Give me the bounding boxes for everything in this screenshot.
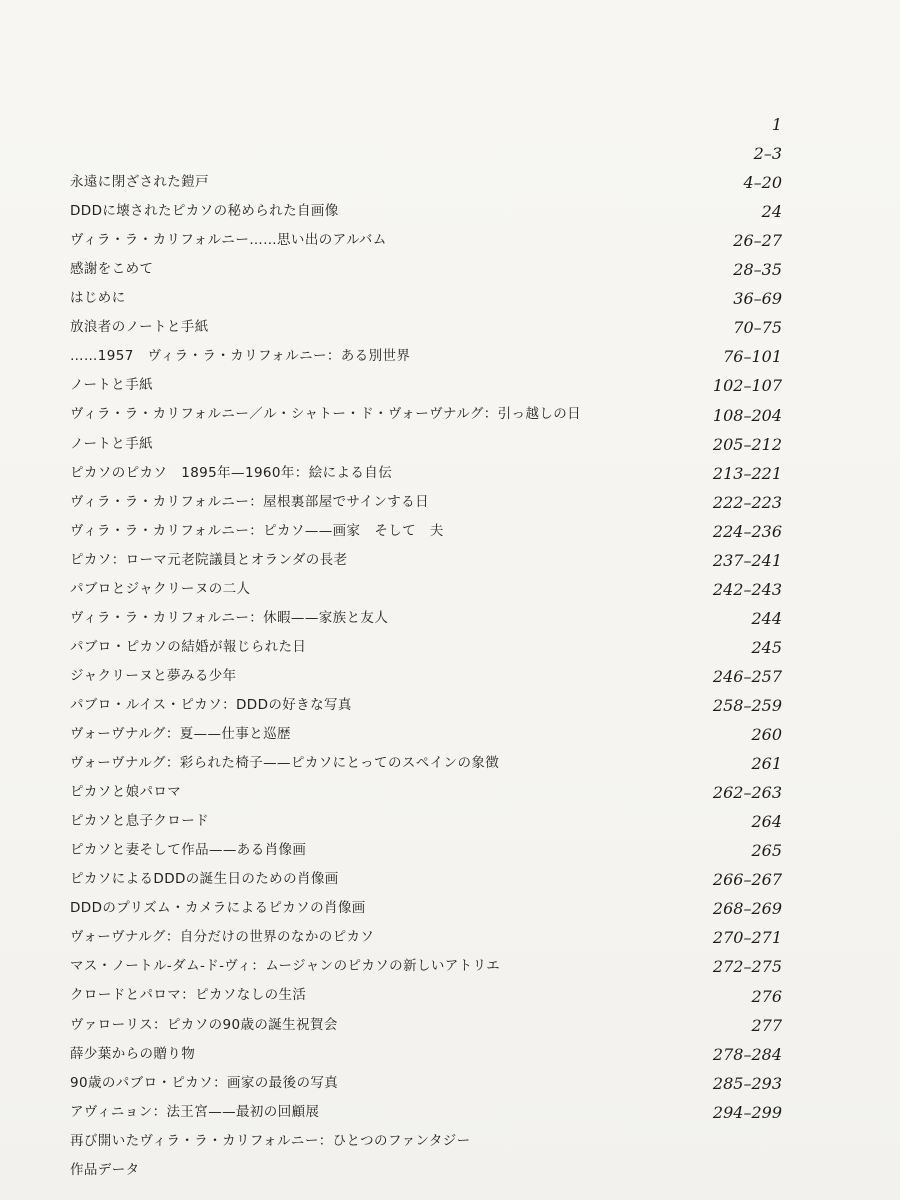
- toc-entry-title: 90歳のパブロ・ピカソ：画家の最後の写真: [70, 1074, 339, 1091]
- toc-entry-pages: 237–241: [712, 550, 782, 570]
- toc-entry-pages: 278–284: [712, 1044, 782, 1064]
- toc-entry-title: ノートと手紙: [70, 377, 153, 394]
- toc-entry-title: ……1957 ヴィラ・ラ・カリフォルニー：ある別世界: [70, 348, 411, 365]
- toc-entry-title: パブロ・ルイス・ピカソ：DDDの好きな写真: [70, 696, 352, 713]
- toc-entry-title: ヴォーヴナルグ：彩られた椅子——ピカソにとってのスペインの象徴: [70, 755, 500, 772]
- toc-entry-pages: 246–257: [712, 666, 782, 686]
- toc-entry-pages: 102–107: [712, 376, 782, 396]
- toc-entry-title: ヴォーヴナルグ：夏——仕事と巡歴: [70, 726, 291, 742]
- toc-entry-title: ノートと手紙: [70, 435, 153, 452]
- toc-entry-title: ピカソのピカソ 1895年—1960年：絵による自伝: [70, 464, 393, 481]
- toc-entry-title: ピカソと妻そして作品——ある肖像画: [70, 842, 307, 859]
- toc-entry-title: クロードとパロマ：ピカソなしの生活: [70, 987, 307, 1004]
- toc-entry-pages: 36–69: [733, 289, 782, 309]
- toc-entry-pages: 276: [751, 986, 782, 1006]
- toc-entry-title: パブロとジャクリーヌの二人: [70, 580, 251, 597]
- toc-entry-title: 放浪者のノートと手紙: [70, 319, 209, 336]
- toc-entry-title: ピカソと娘パロマ: [70, 784, 182, 801]
- toc-entry-pages: 4–20: [743, 173, 782, 193]
- toc-entry-title: ジャクリーヌと夢みる少年: [70, 667, 237, 684]
- toc-entry-title: ピカソと息子クロード: [70, 813, 209, 830]
- toc-entry-pages: 258–259: [712, 696, 782, 715]
- toc-entry-title: 感謝をこめて: [70, 261, 154, 278]
- toc-entry-title: ピカソによるDDDの誕生日のための肖像画: [70, 871, 339, 888]
- toc-entry-title: 作品データ: [70, 1161, 140, 1178]
- toc-entry-title: パブロ・ピカソの結婚が報じられた日: [70, 638, 307, 655]
- toc-entry: [0, 116, 900, 146]
- toc-entry-pages: 70–75: [733, 318, 782, 338]
- toc-entry-title: 再び開いたヴィラ・ラ・カリフォルニー：ひとつのファンタジー: [70, 1132, 471, 1149]
- toc-entry-title: ヴィラ・ラ・カリフォルニー：屋根裏部屋でサインする日: [70, 493, 429, 510]
- toc-entry-pages: 294–299: [712, 1102, 782, 1122]
- toc-entry-title: DDDのプリズム・カメラによるピカソの肖像画: [70, 900, 366, 917]
- toc-entry-pages: 28–35: [733, 260, 782, 280]
- toc-entry-title: DDDに壊されたピカソの秘められた自画像: [70, 203, 339, 220]
- toc-entry-pages: 108–204: [712, 405, 782, 425]
- toc-entry-title: ヴォーヴナルグ：自分だけの世界のなかのピカソ: [70, 929, 375, 946]
- toc-entry-pages: 265: [751, 841, 782, 861]
- toc-entry-title: ヴィラ・ラ・カリフォルニー：休暇——家族と友人: [70, 609, 389, 626]
- toc-entry: [0, 1133, 900, 1178]
- toc-entry-title: 永遠に閉ざされた鎧戸: [70, 174, 209, 191]
- toc-entry-pages: 270–271: [712, 928, 782, 948]
- toc-entry-pages: 266–267: [712, 870, 782, 890]
- toc-entry-pages: 205–212: [712, 434, 782, 454]
- toc-entry-pages: 261: [751, 754, 782, 774]
- toc-entry-title: ピカソ：ローマ元老院議員とオランダの長老: [70, 551, 348, 568]
- toc-entry-pages: 244: [751, 608, 782, 628]
- toc-entry-title: ヴィラ・ラ・カリフォルニー／ル・シャトー・ド・ヴォーヴナルグ：引っ越しの日: [70, 406, 582, 423]
- toc-entry-pages: 1: [771, 115, 782, 134]
- toc-entry-title: 薛少葉からの贈り物: [70, 1045, 196, 1062]
- toc-entry-pages: 26–27: [733, 231, 782, 251]
- toc-entry-title: ヴァローリス：ピカソの90歳の誕生祝賀会: [70, 1016, 338, 1033]
- toc-entry-pages: 242–243: [712, 579, 782, 599]
- toc-entry-pages: 224–236: [712, 521, 782, 541]
- toc-entry-pages: 24: [761, 202, 782, 222]
- toc-entry-pages: 262–263: [712, 783, 782, 803]
- toc-entry-title: ヴィラ・ラ・カリフォルニー……思い出のアルバム: [70, 232, 387, 249]
- toc-entry-pages: 76–101: [723, 347, 782, 367]
- toc-entry-pages: 213–221: [712, 463, 782, 483]
- toc-entry-pages: 264: [751, 812, 782, 832]
- toc-entry-title: はじめに: [70, 290, 126, 307]
- toc-entry-pages: 272–275: [712, 957, 782, 977]
- toc-entry-pages: 268–269: [712, 899, 782, 919]
- toc-entry-title: マス・ノートル-ダム-ド-ヴィ：ムージャンのピカソの新しいアトリエ: [70, 958, 501, 975]
- toc-entry-title: アヴィニョン：法王宮——最初の回顧展: [70, 1103, 320, 1120]
- toc-entry: [0, 1102, 900, 1149]
- toc-entry-title: ヴィラ・ラ・カリフォルニー：ピカソ——画家 そして 夫: [70, 522, 444, 539]
- toc-entry-pages: 285–293: [712, 1073, 782, 1093]
- toc-entry-pages: 245: [751, 637, 782, 657]
- toc-entry-pages: 260: [751, 725, 782, 745]
- toc-entry-pages: 2–3: [753, 144, 782, 164]
- toc-entry-pages: 277: [751, 1015, 782, 1035]
- toc-entry-pages: 222–223: [712, 492, 782, 512]
